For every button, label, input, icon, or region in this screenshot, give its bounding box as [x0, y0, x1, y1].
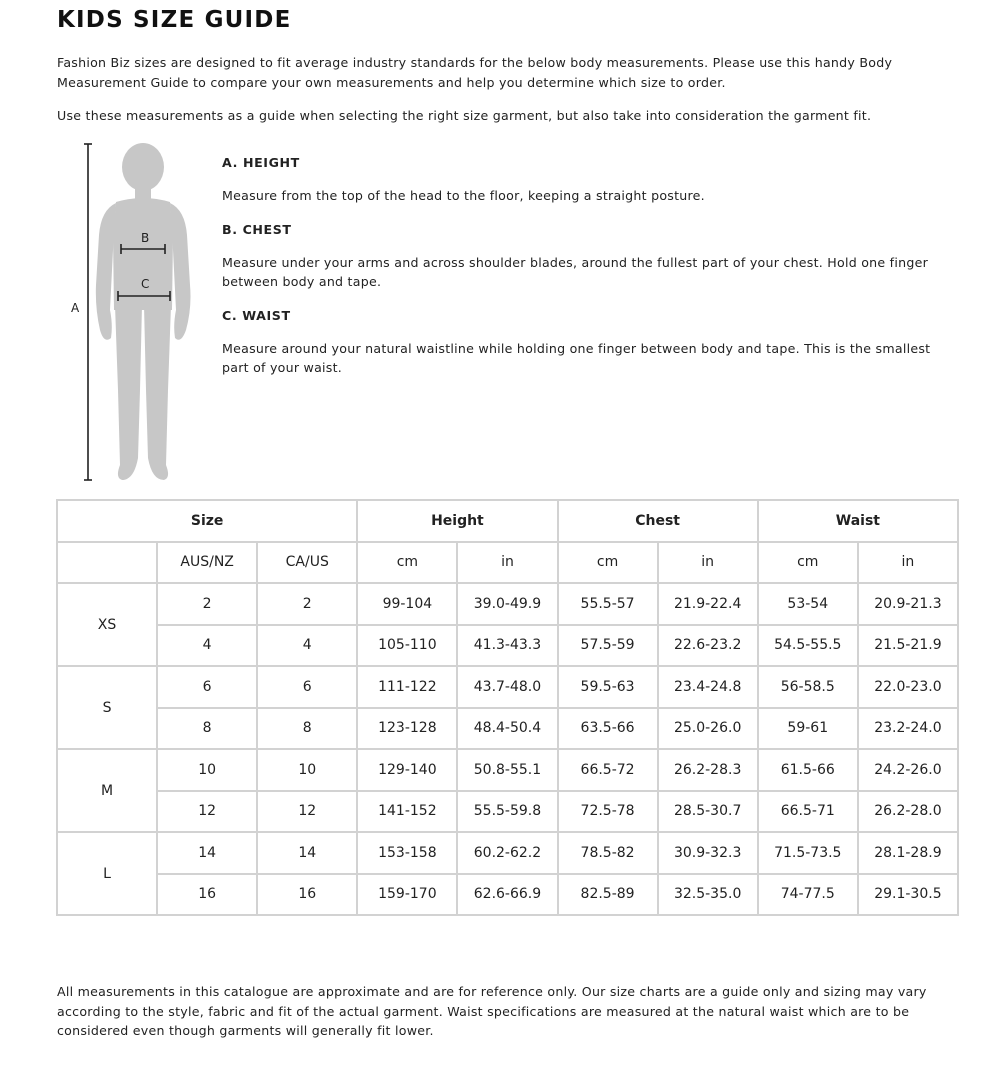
cell-aus-nz: 10	[157, 749, 257, 791]
intro-text-secondary: Use these measurements as a guide when selecting the right size garment, but also take into consideration the garment fit.	[57, 108, 872, 123]
cell-chest-cm: 66.5-72	[558, 749, 658, 791]
cell-height-cm: 111-122	[357, 666, 457, 708]
instruction-height	[222, 153, 952, 206]
cell-chest-cm: 57.5-59	[558, 625, 658, 667]
cell-chest-in: 25.0-26.0	[658, 708, 758, 750]
group-header-waist: Waist	[758, 500, 958, 542]
child-silhouette-icon	[60, 140, 210, 485]
cell-waist-in: 20.9-21.3	[858, 583, 958, 625]
cell-ca-us: 2	[257, 583, 357, 625]
instruction-heading: A. HEIGHT	[222, 155, 300, 170]
cell-chest-in: 28.5-30.7	[658, 791, 758, 833]
instruction-text: Measure under your arms and across shoulder blades, around the fullest part of your chest. Hold one finger between body and tape.	[222, 254, 928, 289]
body-measurement-figure	[60, 140, 210, 485]
cell-waist-cm: 74-77.5	[758, 874, 858, 916]
cell-chest-in: 30.9-32.3	[658, 832, 758, 874]
cell-height-in: 60.2-62.2	[457, 832, 557, 874]
table-row	[57, 832, 958, 874]
cell-height-cm: 105-110	[357, 625, 457, 667]
cell-ca-us: 10	[257, 749, 357, 791]
cell-aus-nz: 2	[157, 583, 257, 625]
cell-height-in: 39.0-49.9	[457, 583, 557, 625]
cell-waist-in: 24.2-26.0	[858, 749, 958, 791]
size-label-cell: M	[57, 749, 157, 832]
cell-waist-cm: 54.5-55.5	[758, 625, 858, 667]
table-row	[57, 583, 958, 625]
cell-waist-in: 22.0-23.0	[858, 666, 958, 708]
cell-waist-in: 26.2-28.0	[858, 791, 958, 833]
cell-height-cm: 123-128	[357, 708, 457, 750]
cell-height-cm: 141-152	[357, 791, 457, 833]
cell-waist-cm: 56-58.5	[758, 666, 858, 708]
waist-marker-label: C	[141, 277, 150, 291]
subheader-height-cm: cm	[357, 542, 457, 584]
cell-aus-nz: 12	[157, 791, 257, 833]
cell-height-in: 62.6-66.9	[457, 874, 557, 916]
table-row	[57, 708, 958, 750]
cell-chest-in: 22.6-23.2	[658, 625, 758, 667]
cell-aus-nz: 14	[157, 832, 257, 874]
group-header-height: Height	[357, 500, 557, 542]
subheader-chest-in: in	[658, 542, 758, 584]
table-row	[57, 625, 958, 667]
cell-ca-us: 14	[257, 832, 357, 874]
cell-aus-nz: 8	[157, 708, 257, 750]
footer-disclaimer: All measurements in this catalogue are approximate and are for reference only. Our size charts are a guide only and sizing may vary according to the style, fabric and fit of the actual garment. Waist specifications are measured at the natural waist which are to be considered even though garments will generally fit lower.	[57, 984, 927, 1038]
cell-waist-cm: 66.5-71	[758, 791, 858, 833]
chest-marker-label: B	[141, 231, 150, 245]
cell-aus-nz: 6	[157, 666, 257, 708]
cell-aus-nz: 16	[157, 874, 257, 916]
cell-chest-cm: 78.5-82	[558, 832, 658, 874]
instruction-heading: C. WAIST	[222, 307, 291, 323]
group-header-chest: Chest	[558, 500, 758, 542]
cell-height-in: 41.3-43.3	[457, 625, 557, 667]
cell-height-cm: 159-170	[357, 874, 457, 916]
group-header-size: Size	[57, 500, 357, 542]
cell-waist-cm: 71.5-73.5	[758, 832, 858, 874]
cell-chest-cm: 63.5-66	[558, 708, 658, 750]
cell-ca-us: 16	[257, 874, 357, 916]
subheader-ca-us: CA/US	[257, 542, 357, 584]
cell-waist-in: 28.1-28.9	[858, 832, 958, 874]
cell-height-in: 43.7-48.0	[457, 666, 557, 708]
page-title: KIDS SIZE GUIDE	[57, 7, 292, 33]
table-subheader-row	[57, 542, 958, 584]
subheader-height-in: in	[457, 542, 557, 584]
cell-aus-nz: 4	[157, 625, 257, 667]
cell-height-cm: 153-158	[357, 832, 457, 874]
size-label-cell: XS	[57, 583, 157, 666]
cell-ca-us: 6	[257, 666, 357, 708]
subheader-waist-in: in	[858, 542, 958, 584]
cell-waist-in: 23.2-24.0	[858, 708, 958, 750]
cell-waist-cm: 61.5-66	[758, 749, 858, 791]
cell-chest-cm: 82.5-89	[558, 874, 658, 916]
cell-height-cm: 99-104	[357, 583, 457, 625]
instruction-waist	[222, 306, 952, 378]
cell-ca-us: 12	[257, 791, 357, 833]
instruction-text: Measure around your natural waistline while holding one finger between body and tape. This is the smallest part of your waist.	[222, 340, 931, 375]
cell-ca-us: 8	[257, 708, 357, 750]
cell-height-in: 48.4-50.4	[457, 708, 557, 750]
instruction-text: Measure from the top of the head to the floor, keeping a straight posture.	[222, 188, 705, 203]
table-group-header-row	[57, 500, 958, 542]
table-row	[57, 791, 958, 833]
table-row	[57, 874, 958, 916]
height-marker-label: A	[71, 301, 80, 315]
table-row	[57, 749, 958, 791]
cell-height-in: 50.8-55.1	[457, 749, 557, 791]
cell-height-cm: 129-140	[357, 749, 457, 791]
cell-chest-cm: 55.5-57	[558, 583, 658, 625]
size-label-cell: L	[57, 832, 157, 915]
cell-waist-in: 29.1-30.5	[858, 874, 958, 916]
size-table	[56, 499, 959, 916]
cell-chest-in: 32.5-35.0	[658, 874, 758, 916]
cell-height-in: 55.5-59.8	[457, 791, 557, 833]
instruction-chest	[222, 220, 952, 292]
subheader-blank	[57, 542, 157, 584]
cell-chest-cm: 59.5-63	[558, 666, 658, 708]
cell-waist-in: 21.5-21.9	[858, 625, 958, 667]
cell-chest-in: 21.9-22.4	[658, 583, 758, 625]
cell-waist-cm: 59-61	[758, 708, 858, 750]
cell-chest-in: 26.2-28.3	[658, 749, 758, 791]
cell-chest-in: 23.4-24.8	[658, 666, 758, 708]
instruction-heading: B. CHEST	[222, 221, 292, 237]
subheader-chest-cm: cm	[558, 542, 658, 584]
size-label-cell: S	[57, 666, 157, 749]
subheader-waist-cm: cm	[758, 542, 858, 584]
subheader-aus-nz: AUS/NZ	[157, 542, 257, 584]
cell-ca-us: 4	[257, 625, 357, 667]
cell-chest-cm: 72.5-78	[558, 791, 658, 833]
intro-text: Fashion Biz sizes are designed to fit average industry standards for the below body measurements. Please use this handy Body Measurement Guide to compare your own measurements and help you determine which size to order.	[57, 55, 893, 90]
table-row	[57, 666, 958, 708]
cell-waist-cm: 53-54	[758, 583, 858, 625]
measurement-instructions	[222, 153, 952, 392]
